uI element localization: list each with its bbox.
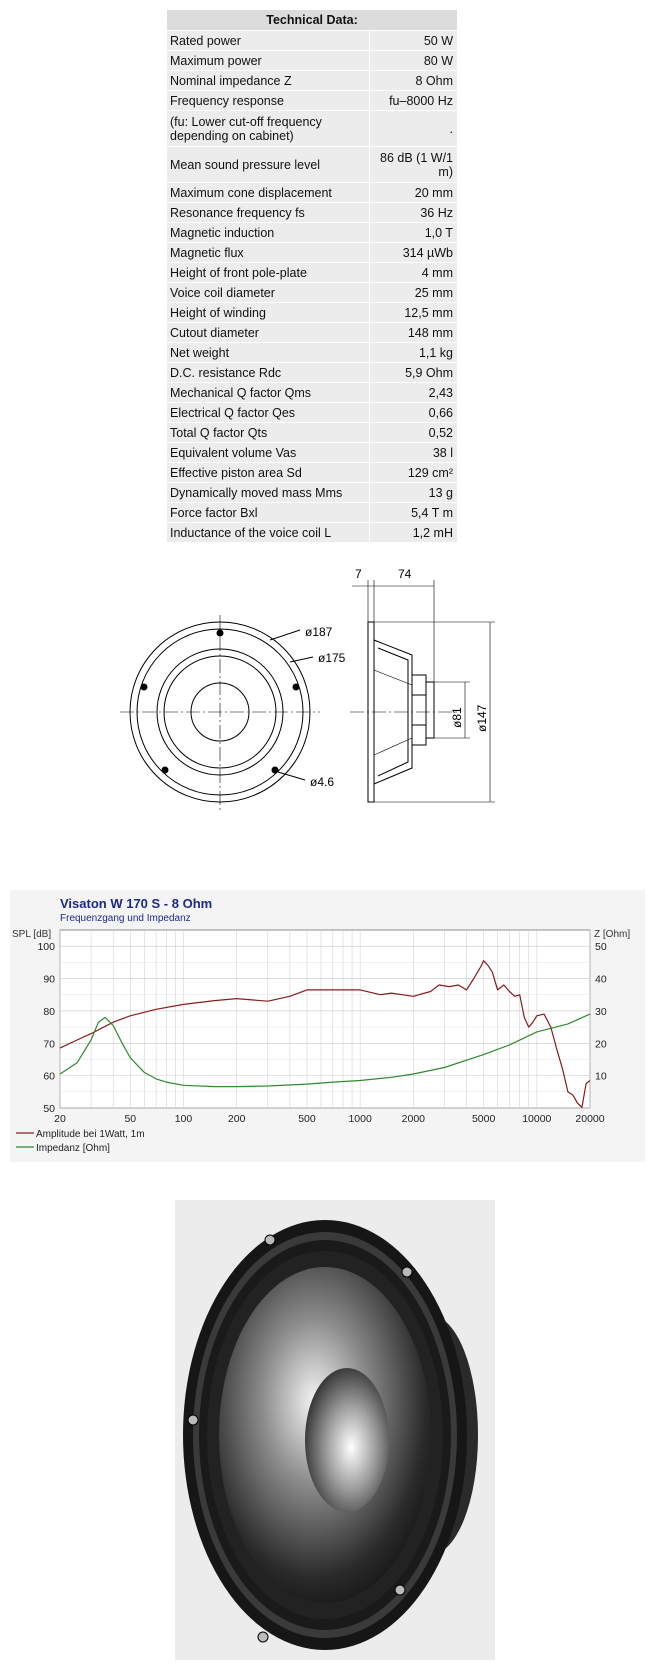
spec-row [167,403,457,423]
spec-row [167,303,457,323]
spec-row [167,323,457,343]
spec-label: Rated power [167,31,370,51]
x-tick-label: 10000 [522,1113,552,1125]
spec-value: 86 dB (1 W/1 m) [370,147,458,183]
dim-label-175: ø175 [318,651,346,665]
spec-label: Magnetic induction [167,223,370,243]
mounting-hole [293,684,299,690]
x-tick-label: 2000 [401,1113,426,1125]
spec-value: 2,43 [370,383,458,403]
spec-label: Force factor Bxl [167,503,370,523]
y-tick-label-left: 60 [43,1070,55,1083]
plot-area [60,930,590,1108]
y-tick-label-left: 90 [43,973,55,986]
spec-row [167,243,457,263]
mounting-hole [272,767,278,773]
spec-value: 5,9 Ohm [370,363,458,383]
mounting-hole [217,630,223,636]
y-tick-label-right: 30 [595,1005,607,1018]
spec-row [167,223,457,243]
spec-value: 50 W [370,31,458,51]
spec-value: 20 mm [370,183,458,203]
spec-row [167,443,457,463]
spec-row [167,111,457,147]
spec-value: 5,4 T m [370,503,458,523]
spec-label: Magnetic flux [167,243,370,263]
spec-value: 148 mm [370,323,458,343]
spec-value: . [370,111,458,147]
spec-row [167,31,457,51]
x-tick-label: 50 [124,1113,137,1125]
spec-row [167,363,457,383]
dim-label-74: 74 [398,567,412,581]
spec-row [167,383,457,403]
spec-label: Equivalent volume Vas [167,443,370,463]
spec-label: Mean sound pressure level [167,147,370,183]
spec-label: Height of winding [167,303,370,323]
spec-label: Height of front pole-plate [167,263,370,283]
dim-label-147: ø147 [475,704,489,732]
spec-label: Maximum cone displacement [167,183,370,203]
spec-label: D.C. resistance Rdc [167,363,370,383]
spec-row [167,483,457,503]
spec-value: 1,2 mH [370,523,458,543]
y-tick-label-right: 50 [595,941,607,954]
dimension-drawing [130,567,540,840]
spec-row [167,523,457,543]
legend-label-amplitude: Amplitude bei 1Watt, 1m [36,1129,145,1140]
spec-value: 13 g [370,483,458,503]
x-tick-label: 100 [174,1113,193,1125]
dim-label-187: ø187 [305,625,333,639]
y-tick-label-right: 40 [595,973,607,986]
y-axis-label-right: Z [Ohm] [594,929,631,940]
spec-row [167,503,457,523]
legend-label-impedance: Impedanz [Ohm] [36,1143,110,1154]
spec-value: 1,0 T [370,223,458,243]
spec-label: Resonance frequency fs [167,203,370,223]
spec-value: 129 cm² [370,463,458,483]
mounting-hole [141,684,147,690]
technical-data-body [167,31,457,543]
spec-row [167,203,457,223]
speaker-photo [175,1200,495,1660]
spec-row [167,71,457,91]
chart-title: Visaton W 170 S - 8 Ohm [60,896,213,911]
spec-label: Net weight [167,343,370,363]
spec-value: 80 W [370,51,458,71]
spec-value: 0,52 [370,423,458,443]
spec-label: Mechanical Q factor Qms [167,383,370,403]
chart-subtitle: Frequenzgang und Impedanz [60,913,191,924]
technical-data-title: Technical Data: [167,10,457,31]
spec-label: Dynamically moved mass Mms [167,483,370,503]
spec-label: Inductance of the voice coil L [167,523,370,543]
spec-value: 8 Ohm [370,71,458,91]
spec-row [167,343,457,363]
spec-label: (fu: Lower cut-off frequency depending on cabinet) [167,111,370,147]
y-tick-label-left: 80 [43,1005,55,1018]
spec-label: Effective piston area Sd [167,463,370,483]
spec-label: Maximum power [167,51,370,71]
spec-row [167,51,457,71]
y-axis-label-left: SPL [dB] [12,929,52,940]
spec-row [167,463,457,483]
x-tick-label: 5000 [471,1113,496,1125]
x-tick-label: 20000 [575,1113,605,1125]
spec-label: Cutout diameter [167,323,370,343]
spec-value: 314 µWb [370,243,458,263]
x-tick-label: 500 [298,1113,316,1125]
spec-label: Nominal impedance Z [167,71,370,91]
spec-value: 36 Hz [370,203,458,223]
spec-label: Frequency response [167,91,370,111]
spec-value: 12,5 mm [370,303,458,323]
dim-label-7: 7 [355,567,362,581]
spec-label: Electrical Q factor Qes [167,403,370,423]
spec-row [167,283,457,303]
spec-row [167,91,457,111]
frequency-response-chart [10,890,645,1162]
front-view [120,615,320,810]
dim-label-81: ø81 [450,707,464,728]
mounting-hole [162,767,168,773]
spec-value: 1,1 kg [370,343,458,363]
spec-row [167,147,457,183]
spec-value: 25 mm [370,283,458,303]
spec-row [167,263,457,283]
y-tick-label-left: 70 [43,1038,55,1051]
dim-label-4-6: ø4.6 [310,775,335,789]
side-view [350,580,495,802]
x-tick-label: 1000 [348,1113,372,1125]
spec-label: Total Q factor Qts [167,423,370,443]
spec-row [167,423,457,443]
spec-row [167,183,457,203]
y-tick-label-right: 10 [595,1070,607,1083]
x-tick-label: 20 [54,1113,66,1125]
y-tick-label-left: 50 [43,1103,55,1115]
spec-value: 38 l [370,443,458,463]
spec-value: fu–8000 Hz [370,91,458,111]
spec-value: 4 mm [370,263,458,283]
x-tick-label: 200 [227,1113,246,1125]
y-tick-label-left: 100 [37,941,55,954]
spec-value: 0,66 [370,403,458,423]
y-tick-label-right: 20 [595,1038,607,1051]
technical-data-table [167,10,457,543]
spec-label: Voice coil diameter [167,283,370,303]
